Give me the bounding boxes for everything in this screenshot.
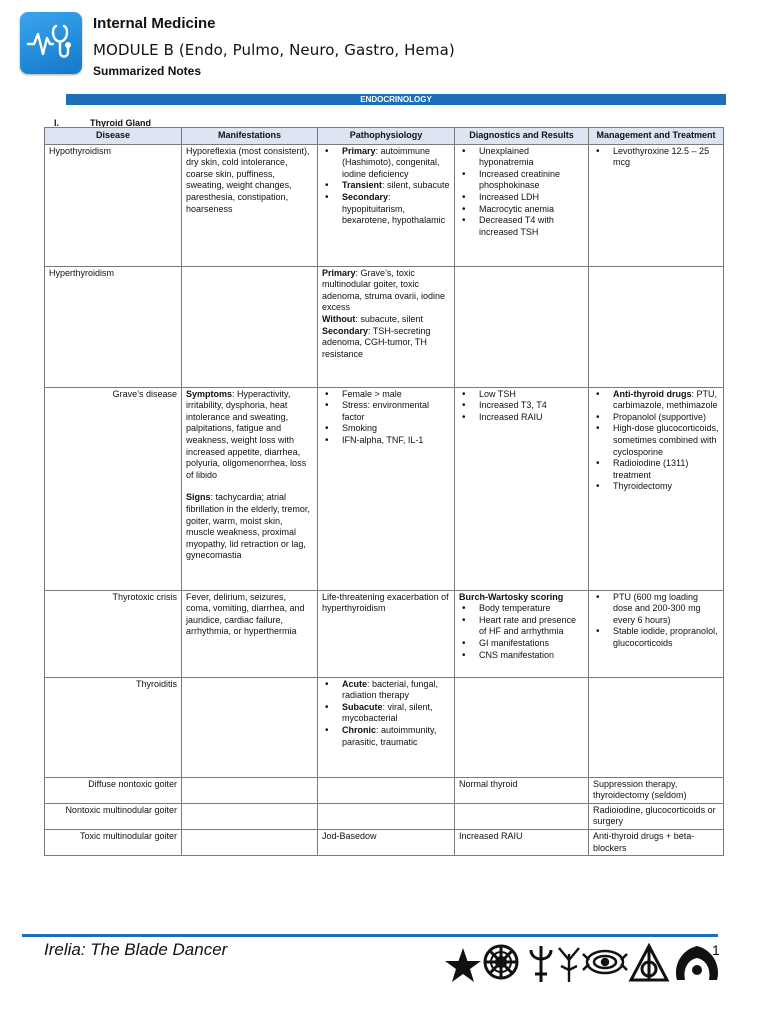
table-header-row [45, 128, 724, 145]
table-row [45, 266, 724, 387]
trident-emblem-icon [531, 946, 551, 982]
list-item: • GI manifestations [459, 638, 584, 650]
disease-cell: Thyrotoxic crisis [45, 590, 182, 677]
table-row [45, 590, 724, 677]
list-item: • Macrocytic anemia [459, 204, 584, 216]
manifestations-cell [182, 777, 318, 803]
pathophysiology-cell [318, 803, 455, 829]
list-item: • Stress: environmental factor [322, 400, 450, 423]
list-item: • Increased T3, T4 [459, 400, 584, 412]
disease-cell: Toxic multinodular goiter [45, 829, 182, 855]
list-item: • Primary: autoimmune (Hashimoto), congenital, iodine deficiency [322, 146, 450, 181]
list-item: • Anti-thyroid drugs: PTU, carbimazole, methimazole [593, 389, 719, 412]
stethoscope-logo-icon [20, 12, 82, 74]
table-row [45, 677, 724, 777]
manifestations-cell: Fever, delirium, seizures, coma, vomiting, diarrhea, and jaundice, cardiac failure, arrhythmia, or hyperthermia [182, 590, 318, 677]
pathophysiology-cell [318, 387, 455, 590]
pathophysiology-cell: Primary: Grave’s, toxic multinodular goiter, toxic adenoma, struma ovarii, iodine excess Without: subacute, silent Secondary: TSH-secreting adenoma, CGH-tumor, TH resistance [318, 266, 455, 387]
list-item: • IFN-alpha, TNF, IL-1 [322, 435, 450, 447]
list-item: • Smoking [322, 423, 450, 435]
manifestations-cell [182, 803, 318, 829]
diagnostics-cell [455, 387, 589, 590]
document-subtitle: Summarized Notes [93, 64, 202, 78]
pathophysiology-cell: Jod-Basedow [318, 829, 455, 855]
list-item: • Increased RAIU [459, 412, 584, 424]
list-item: • Subacute: viral, silent, mycobacterial [322, 702, 450, 725]
list-item: • Secondary: hypopituitarism, bexarotene, hypothalamic [322, 192, 450, 227]
management-cell [589, 677, 724, 777]
disease-cell: Diffuse nontoxic goiter [45, 777, 182, 803]
list-item: • Acute: bacterial, fungal, radiation therapy [322, 679, 450, 702]
management-cell [589, 590, 724, 677]
manifestations-cell [182, 266, 318, 387]
list-item: • Increased creatinine phosphokinase [459, 169, 584, 192]
disease-cell: Hypothyroidism [45, 144, 182, 266]
management-cell: Anti-thyroid drugs + beta-blockers [589, 829, 724, 855]
spiral-emblem-icon [583, 951, 627, 973]
disease-cell: Thyroiditis [45, 677, 182, 777]
list-item: • Levothyroxine 12.5 – 25 mcg [593, 146, 719, 169]
table-row [45, 387, 724, 590]
column-header: Management and Treatment [589, 128, 724, 145]
manifestations-cell [182, 829, 318, 855]
list-item: • Body temperature [459, 603, 584, 615]
list-item: • Transient: silent, subacute [322, 180, 450, 192]
diagnostics-cell [455, 266, 589, 387]
list-item: • Heart rate and presence of HF and arrhythmia [459, 615, 584, 638]
list-item: • Increased LDH [459, 192, 584, 204]
list-item: • Chronic: autoimmunity, parasitic, traumatic [322, 725, 450, 748]
list-item: • High-dose glucocorticoids, sometimes combined with cyclosporine [593, 423, 719, 458]
pathophysiology-cell [318, 777, 455, 803]
list-item: • CNS manifestation [459, 650, 584, 662]
list-item: • PTU (600 mg loading dose and 200-300 mg every 6 hours) [593, 592, 719, 627]
star-emblem-icon [445, 948, 481, 982]
triangle-emblem-icon [631, 946, 667, 980]
tree-emblem-icon [559, 948, 579, 982]
management-cell [589, 144, 724, 266]
page-number: 1 [712, 942, 720, 958]
list-item: • Stable iodide, propranolol, glucocorticoids [593, 626, 719, 649]
management-cell: Suppression therapy, thyroidectomy (seldom) [589, 777, 724, 803]
management-cell [589, 387, 724, 590]
thyroid-disease-table [44, 127, 724, 856]
wheel-emblem-icon [485, 946, 517, 978]
disease-cell: Grave’s disease [45, 387, 182, 590]
section-header-bar: ENDOCRINOLOGY [66, 94, 726, 105]
table-row [45, 777, 724, 803]
diagnostics-cell: Increased RAIU [455, 829, 589, 855]
disease-cell: Nontoxic multinodular goiter [45, 803, 182, 829]
subsection-number: I. [54, 118, 60, 128]
list-item: • Female > male [322, 389, 450, 401]
column-header: Pathophysiology [318, 128, 455, 145]
column-header: Manifestations [182, 128, 318, 145]
footer-divider [22, 934, 718, 937]
list-item: • Thyroidectomy [593, 481, 719, 493]
list-item: • Unexplained hyponatremia [459, 146, 584, 169]
list-item: • Decreased T4 with increased TSH [459, 215, 584, 238]
list-item: • Propanolol (supportive) [593, 412, 719, 424]
manifestations-cell [182, 677, 318, 777]
list-item: • Low TSH [459, 389, 584, 401]
management-cell [589, 266, 724, 387]
column-header: Disease [45, 128, 182, 145]
table-row [45, 829, 724, 855]
list-item: • Radioiodine (1311) treatment [593, 458, 719, 481]
management-cell: Radioiodine, glucocorticoids or surgery [589, 803, 724, 829]
column-header: Diagnostics and Results [455, 128, 589, 145]
diagnostics-cell [455, 677, 589, 777]
pathophysiology-cell [318, 144, 455, 266]
diagnostics-cell: Burch-Wartosky scoring • Body temperature • Heart rate and presence of HF and arrhythmia • GI manifestations • CNS manifestation [455, 590, 589, 677]
footer-title: Irelia: The Blade Dancer [44, 940, 228, 959]
pathophysiology-cell: Life-threatening exacerbation of hyperthyroidism [318, 590, 455, 677]
diagnostics-cell [455, 803, 589, 829]
diagnostics-cell: Normal thyroid [455, 777, 589, 803]
subsection-title: Thyroid Gland [90, 118, 152, 128]
diagnostics-cell [455, 144, 589, 266]
pathophysiology-cell [318, 677, 455, 777]
footer-emblems [445, 940, 720, 989]
manifestations-cell: Hyporeflexia (most consistent), dry skin, cold intolerance, coarse skin, puffiness, sweating, weight changes, paresthesia, constipation, hoarseness [182, 144, 318, 266]
table-row [45, 803, 724, 829]
disease-cell: Hyperthyroidism [45, 266, 182, 387]
module-title: MODULE B (Endo, Pulmo, Neuro, Gastro, Hema) [93, 41, 455, 59]
document-title: Internal Medicine [93, 15, 216, 32]
table-row [45, 144, 724, 266]
manifestations-cell: Symptoms: Hyperactivity, irritability, dysphoria, heat intolerance and sweating, palpitations, fatigue and weakness, weight loss with increased appetite, diarrhea, polyuria, oligomenorrhea, loss of libido Signs: tachycardia; atrial fibrillation in the elderly, tremor, goiter, warm, moist skin, muscle weakness, proximal myopathy, lid retraction or lag, gynecomastia [182, 387, 318, 590]
